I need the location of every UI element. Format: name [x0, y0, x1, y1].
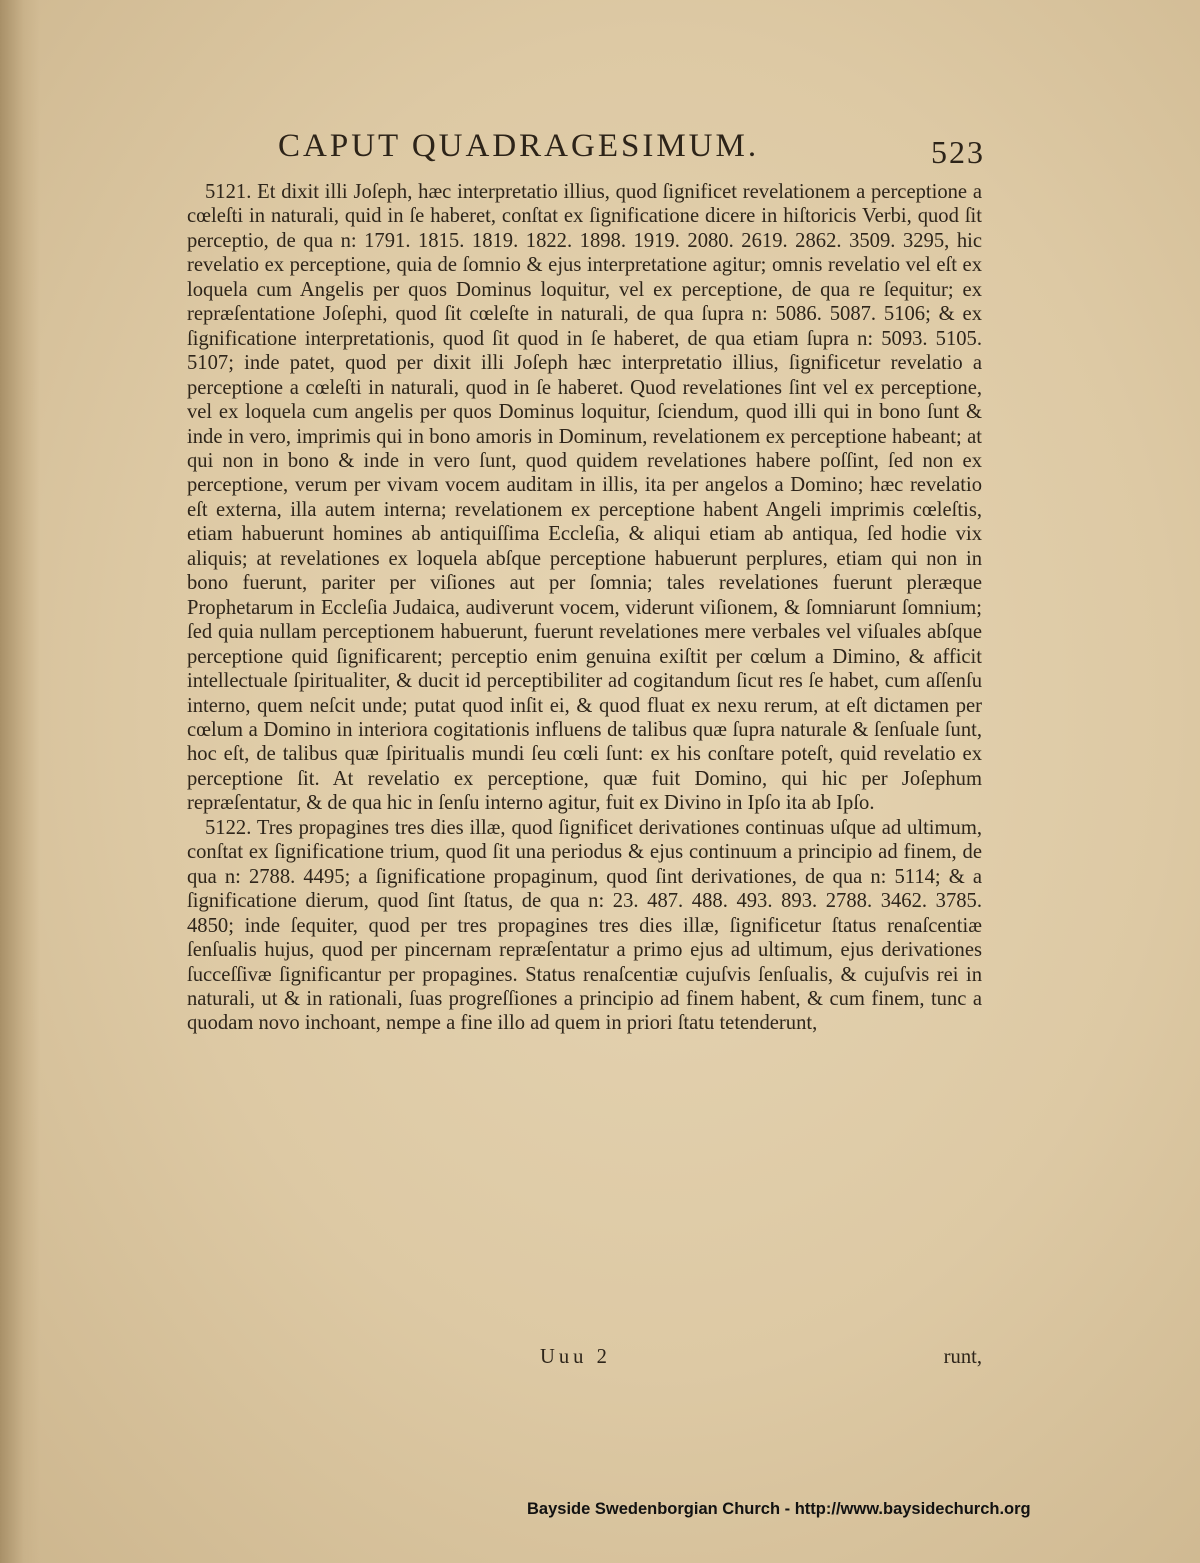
page-footer — [187, 1346, 982, 1372]
running-head — [180, 128, 985, 172]
paragraph-5122: 5122. Tres propagines tres dies illæ, quod ſignificet derivationes continuas uſque ad ultimum, conſtat ex ſignificatione trium, quod ſit una periodus & ejus continuum a principio ad finem, de qua n: 2788. 4495; a ſignificatione propaginum, quod ſint derivationes, de qua n: 5114; & a ſignificatione dierum, quod ſint ſtatus, de qua n: 23. 487. 488. 493. 893. 2788. 3462. 3785. 4850; inde ſequiter, quod per tres propagines tres dies illæ, ſignificetur ſtatus renaſcentiæ ſenſualis hujus, quod per pincernam repræſentatur a primo ejus ad ultimum, ejus derivationes ſucceſſivæ ſignificantur per propagines. Status renaſcentiæ cujuſvis ſenſualis, & cujuſvis rei in naturali, ut & in rationali, ſuas progreſſiones a principio ad finem habent, & cum finem, tunc a quodam novo inchoant, nempe a fine illo ad quem in priori ſtatu tetenderunt, — [187, 816, 982, 1035]
gutter-shadow — [0, 0, 40, 1563]
chapter-title: CAPUT QUADRAGESIMUM. — [278, 128, 760, 164]
watermark-text: Bayside Swedenborgian Church - http://www.baysidechurch.org — [527, 1500, 1031, 1518]
signature-mark: Uuu 2 — [540, 1346, 611, 1368]
catchword: runt, — [943, 1346, 982, 1368]
paragraph-5121: 5121. Et dixit illi Joſeph, hæc interpretatio illius, quod ſignificet revelationem a perceptione a cœleſti in naturali, quid in ſe haberet, conſtat ex ſignificatione dicere in hiſtoricis Verbi, quod ſit perceptio, de qua n: 1791. 1815. 1819. 1822. 1898. 1919. 2080. 2619. 2862. 3509. 3295, hic revelatio ex perceptione, quia de ſomnio & ejus interpretatione agitur; omnis revelatio vel eſt ex loquela cum Angelis per quos Dominus loquitur, vel ex perceptione, de qua re ſequitur; ex repræſentatione Joſephi, quod ſit cœleſte in naturali, de qua ſupra n: 5086. 5087. 5106; & ex ſignificatione interpretationis, quod ſit quod in ſe haberet, de qua etiam ſupra n: 5093. 5105. 5107; inde patet, quod per dixit illi Joſeph hæc interpretatio illius, ſignificetur revelatio a perceptione a cœleſti in naturali, quod in ſe haberet. Quod revelationes ſint vel ex perceptione, vel ex loquela cum angelis per quos Dominus loquitur, ſciendum, quod illi qui in bono ſunt & inde in vero, imprimis qui in bono amoris in Dominum, revelationem ex perceptione habeant; at qui non in bono & inde in vero ſunt, quod quidem revelationes habere poſſint, ſed non ex perceptione, verum per vivam vocem auditam in illis, ita per angelos a Domino; hæc revelatio eſt externa, illa autem interna; revelationem ex perceptione habent Angeli imprimis cœleſtis, etiam habuerunt homines ab antiquiſſima Eccleſia, & aliqui etiam ab antiqua, ſed hodie vix aliquis; at revelationes ex loquela abſque perceptione habuerunt perplures, etiam qui non in bono fuerunt, pariter per viſiones aut per ſomnia; tales revelationes fuerunt pleræque Prophetarum in Eccleſia Judaica, audiverunt vocem, viderunt viſionem, & ſomniarunt ſomnium; ſed quia nullam perceptionem habuerunt, fuerunt revelationes mere verbales vel viſuales abſque perceptione quid ſignificarent; perceptio enim genuina exiſtit per cœlum a Dimino, & afficit intellectuale ſpiritualiter, & ducit id perceptibiliter ad cogitandum ſicut res ſe habet, cum aſſenſu interno, quem neſcit unde; putat quod inſit ei, & quod fluat ex nexu rerum, at eſt dictamen per cœlum a Domino in interiora cogitationis influens de talibus quæ ſupra naturale & ſenſuale ſunt, hoc eſt, de talibus quæ ſpiritualis mundi ſeu cœli ſunt: ex his conſtare poteſt, quid revelatio ex perceptione ſit. At revelatio ex perceptione, quæ fuit Domino, qui hic per Joſephum repræſentatur, & de qua hic in ſenſu interno agitur, fuit ex Divino in Ipſo ita ab Ipſo. — [187, 181, 982, 815]
page-number: 523 — [931, 134, 985, 170]
body-text — [187, 180, 982, 1036]
